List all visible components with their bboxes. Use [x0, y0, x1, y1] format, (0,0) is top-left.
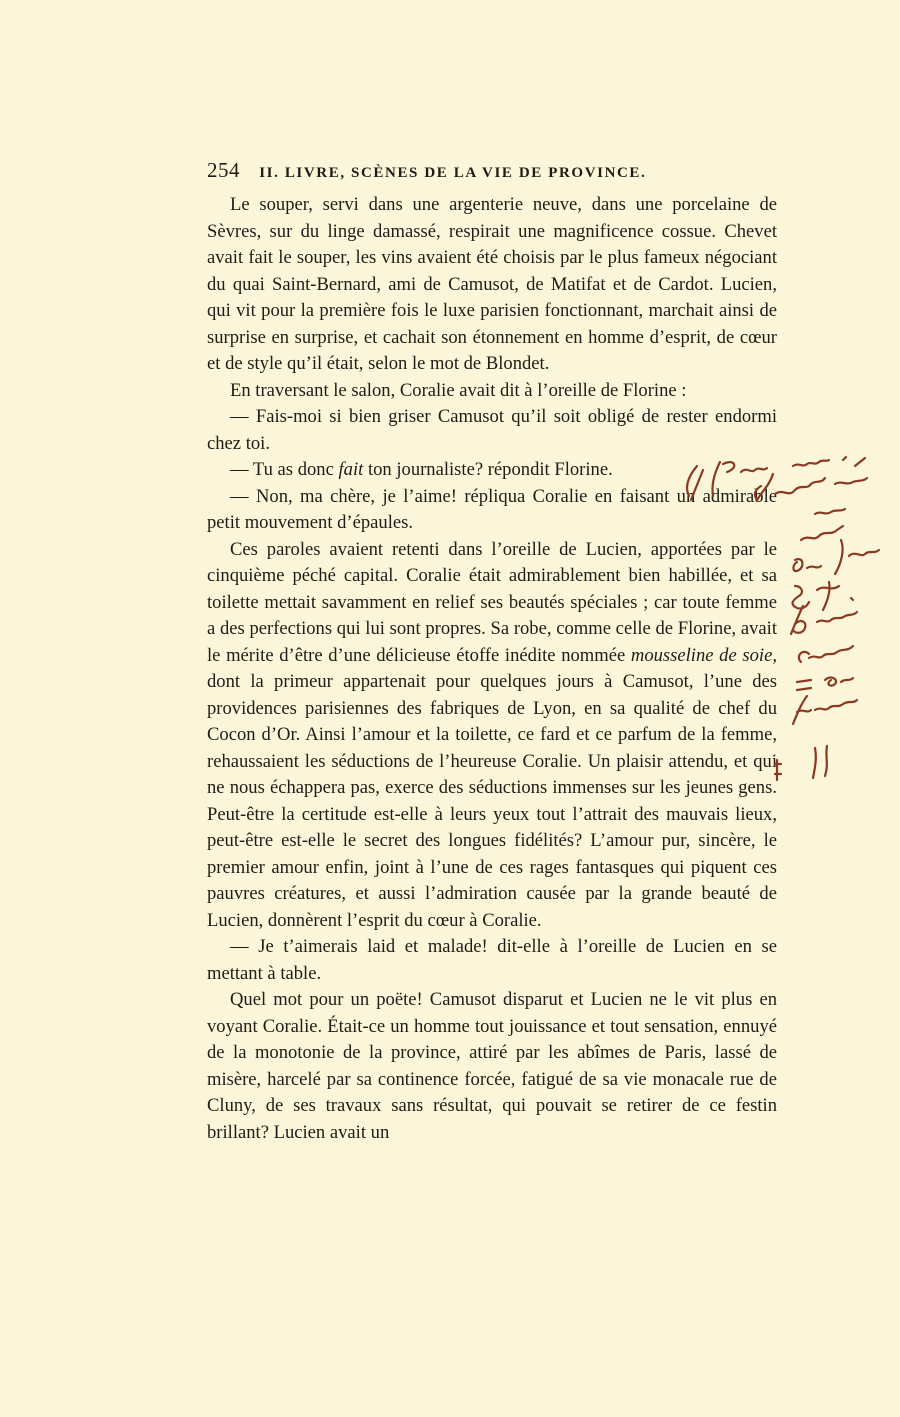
paragraph-salon	[207, 378, 777, 405]
paragraph-souper	[207, 192, 777, 378]
paragraph-text: ton journaliste? répondit Florine.	[363, 459, 613, 480]
paragraph-text: Quel mot pour un poëte! Camusot disparut et Lucien ne le vit plus en voyant Coralie. Était-ce un homme tout jouissance et tout sensation, ennuyé de la monotonie de la province, attiré par les abîmes de Paris, lassé de misère, harcelé par sa continence forcée, fatigué de sa vie monacale rue de Cluny, de ses travaux sans résultat, qui pouvait se retirer de ce festin brillant? Lucien avait un	[207, 989, 777, 1143]
running-title: II. LIVRE, SCÈNES DE LA VIE DE PROVINCE.	[259, 165, 647, 181]
dialogue-coralie-3	[207, 934, 777, 987]
handwritten-margin-annotation	[665, 448, 895, 788]
page-header	[207, 158, 777, 184]
handwriting-drawing	[665, 448, 895, 788]
page-number: 254	[207, 158, 240, 182]
italic-phrase: mousseline de soie,	[630, 644, 777, 666]
paragraph-poete	[207, 987, 777, 1146]
paragraph-text: — Non, ma chère, je l’aime! répliqua Coralie en faisant un admirable petit mouvement d’épaules.	[207, 485, 777, 533]
paragraph-text: Ces paroles avaient retenti dans l’oreille de Lucien, apportées par le cinquième péché capital. Coralie était admirablement bien habillée, et sa toilette mettait savamment en relief ses beautés spéciales ; car toute femme a des perfections qui lui sont propres. Sa robe, comme celle de Florine, avait le mérite d’être d’une délicieuse étoffe inédite nommée	[207, 538, 777, 666]
paragraph-text: — Tu as donc	[230, 459, 339, 480]
paragraph-text: — Fais-moi si bien griser Camusot qu’il soit obligé de rester endormi chez toi.	[207, 406, 777, 454]
italic-word: fait	[338, 459, 364, 480]
paragraph-text: dont la primeur appartenait pour quelques jours à Camusot, l’une des providences parisiennes des fabriques de Lyon, en sa qualité de chef du Cocon d’Or. Ainsi l’amour et la toilette, ce fard et ce parfum de la femme, rehaussaient les séductions de l’heureuse Coralie. Un plaisir attendu, et qui ne nous échappera pas, exerce des séductions immenses sur les jeunes gens. Peut-être la certitude est-elle à leurs yeux tout l’attrait des mauvais lieux, peut-être est-elle le secret des longues fidélités? L’amour pur, sincère, le premier amour enfin, joint à l’une de ces rages fantasques qui piquent ces pauvres créatures, et aussi l’admiration causée par la grande beauté de Lucien, donnèrent l’esprit du cœur à Coralie.	[207, 671, 777, 931]
paragraph-text: Le souper, servi dans une argenterie neuve, dans une porcelaine de Sèvres, sur du linge damassé, respirait une magnificence cossue. Chevet avait fait le souper, les vins avaient été choisis par le plus fameux négociant du quai Saint-Bernard, ami de Camusot, de Matifat et de Cardot. Lucien, qui vit pour la première fois le luxe parisien fonctionnant, marchait ainsi de surprise en surprise, et cachait son étonnement en homme d’esprit, de cœur et de style qu’il était, selon le mot de Blondet.	[207, 194, 777, 374]
paragraph-text: En traversant le salon, Coralie avait dit à l’oreille de Florine :	[230, 379, 687, 401]
paragraph-text: — Je t’aimerais laid et malade! dit-elle à l’oreille de Lucien en se mettant à table.	[207, 936, 777, 984]
